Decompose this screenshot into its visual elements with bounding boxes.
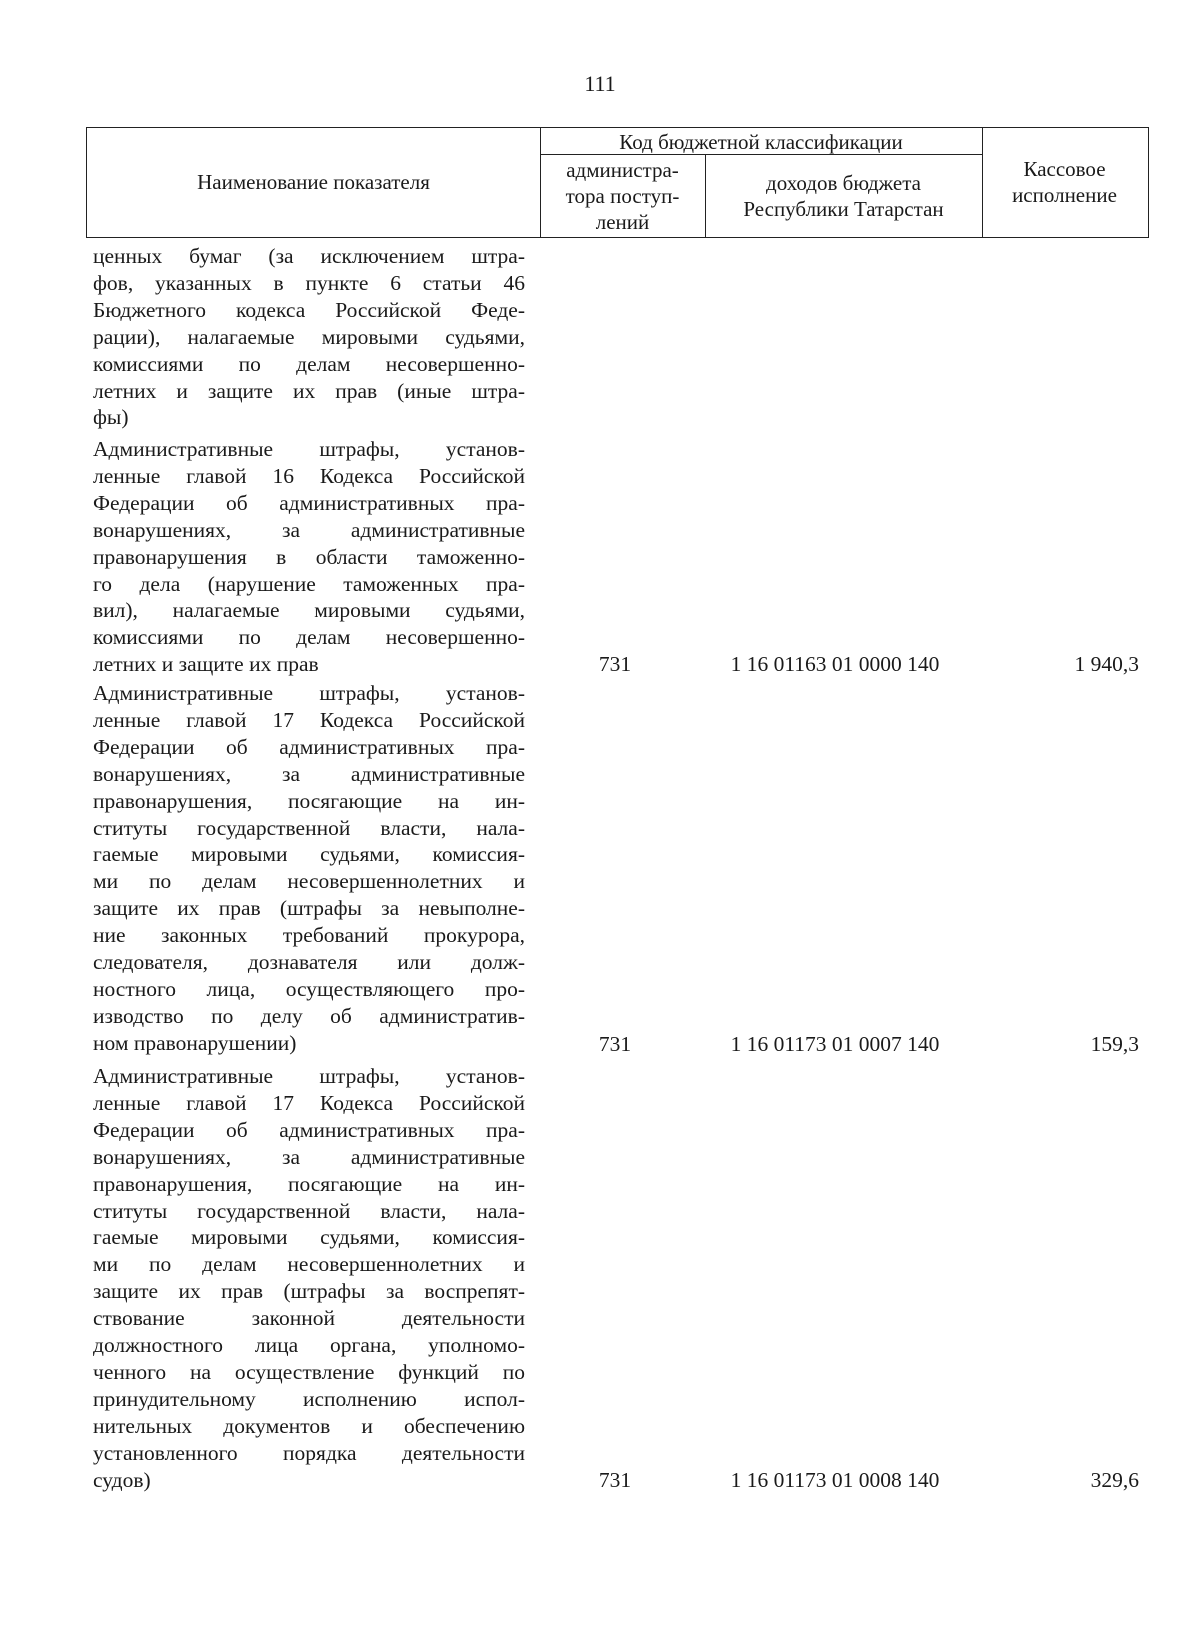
row-text-line: гаемые мировыми судьями, комиссия-: [93, 842, 525, 867]
page-number: 111: [584, 71, 616, 96]
row-text-line: летних и защите их прав: [93, 652, 319, 677]
row-income-code: 1 16 01173 01 0008 140: [730, 1468, 940, 1492]
row-text-line: нительных документов и обеспечению: [93, 1413, 525, 1438]
header-amount-line: исполнение: [1012, 183, 1117, 207]
header-admin-line: администра-: [566, 157, 679, 182]
row-text-line: Федерации об административных пра-: [93, 490, 525, 515]
row-text-line: ленные главой 17 Кодекса Российской: [93, 1090, 525, 1115]
row-text-line: защите их прав (штрафы за невыполне-: [93, 896, 525, 921]
header-income-line: доходов бюджета: [766, 170, 921, 195]
row-text-line: рации), налагаемые мировыми судьями,: [93, 324, 525, 349]
header-income-line: Республики Татарстан: [743, 196, 944, 221]
row-text-line: го дела (нарушение таможенных пра-: [93, 571, 525, 596]
row-text-line: правонарушения в области таможенно-: [93, 544, 525, 569]
row-text-line: ституты государственной власти, нала-: [93, 1198, 525, 1223]
row-text-line: ченного на осуществление функций по: [93, 1359, 525, 1384]
row-text-line: ленные главой 16 Кодекса Российской: [93, 463, 525, 488]
row-text-line: ном правонарушении): [93, 1030, 297, 1055]
row-text-line: комиссиями по делам несовершенно-: [93, 625, 525, 650]
row-admin-code: 731: [598, 1468, 632, 1492]
header-group-label: Код бюджетной классификации: [619, 129, 903, 154]
row-text-line: правонарушения, посягающие на ин-: [93, 788, 525, 813]
row-text-line: ностного лица, осуществляющего про-: [93, 976, 525, 1001]
row-text-line: установленного порядка деятельности: [93, 1440, 525, 1465]
row-income-code: 1 16 01173 01 0007 140: [730, 1032, 940, 1056]
row-text-line: ленные главой 17 Кодекса Российской: [93, 707, 525, 732]
row-text-line: фов, указанных в пункте 6 статьи 46: [93, 270, 525, 295]
header-name-cell: [87, 128, 540, 236]
row-text-line: гаемые мировыми судьями, комиссия-: [93, 1225, 525, 1250]
row-text-line: Административные штрафы, установ-: [93, 681, 525, 705]
table-header: [86, 127, 1149, 238]
header-income-cell: [705, 155, 982, 236]
row-text-line: вонарушениях, за административные: [93, 761, 525, 786]
row-text-line: Административные штрафы, установ-: [93, 1064, 525, 1088]
row-admin-code: 731: [598, 652, 632, 676]
header-group-cell: [540, 128, 982, 155]
row-text-line: ствование законной деятельности: [93, 1306, 525, 1331]
row-text-line: Федерации об административных пра-: [93, 1117, 525, 1142]
row-income-code: 1 16 01163 01 0000 140: [730, 652, 940, 676]
header-amount-line: Кассовое: [1023, 157, 1106, 181]
row-text-line: летних и защите их прав (иные штра-: [93, 378, 525, 403]
row-text-line: принудительному исполнению испол-: [93, 1386, 525, 1411]
row-amount: 329,6: [1090, 1468, 1139, 1492]
row-text-line: вил), налагаемые мировыми судьями,: [93, 598, 525, 623]
row-text-line: Административные штрафы, установ-: [93, 437, 525, 461]
header-name-label: Наименование показателя: [197, 170, 430, 194]
row-text-line: судов): [93, 1467, 151, 1492]
row-text-line: ми по делам несовершеннолетних и: [93, 1252, 525, 1277]
row-text-line: изводство по делу об административ-: [93, 1003, 525, 1028]
header-admin-line: лений: [595, 209, 650, 234]
header-admin-cell: [540, 155, 705, 236]
row-text-line: защите их прав (штрафы за воспрепят-: [93, 1279, 525, 1304]
row-text-line: Бюджетного кодекса Российской Феде-: [93, 297, 525, 322]
row-text-line: ние законных требований прокурора,: [93, 923, 525, 948]
header-amount-cell: [982, 128, 1147, 236]
row-text-line: комиссиями по делам несовершенно-: [93, 351, 525, 376]
row-amount: 159,3: [1090, 1032, 1139, 1056]
row-amount: 1 940,3: [1074, 652, 1139, 676]
row-text-line: Федерации об административных пра-: [93, 734, 525, 759]
header-admin-line: тора поступ-: [565, 183, 680, 208]
table-row-name: [93, 1063, 525, 1494]
row-text-line: правонарушения, посягающие на ин-: [93, 1171, 525, 1196]
row-text-line: вонарушениях, за административные: [93, 517, 525, 542]
row-text-line: ституты государственной власти, нала-: [93, 815, 525, 840]
row-admin-code: 731: [598, 1032, 632, 1056]
table-row-name: [93, 243, 525, 431]
table-row-name: [93, 436, 525, 678]
row-text-line: вонарушениях, за административные: [93, 1144, 525, 1169]
row-text-line: ценных бумаг (за исключением штра-: [93, 244, 525, 268]
table-row-name: [93, 680, 525, 1057]
row-text-line: фы): [93, 405, 129, 430]
row-text-line: должностного лица органа, уполномо-: [93, 1333, 525, 1358]
row-text-line: ми по делам несовершеннолетних и: [93, 869, 525, 894]
row-text-line: следователя, дознавателя или долж-: [93, 950, 525, 975]
